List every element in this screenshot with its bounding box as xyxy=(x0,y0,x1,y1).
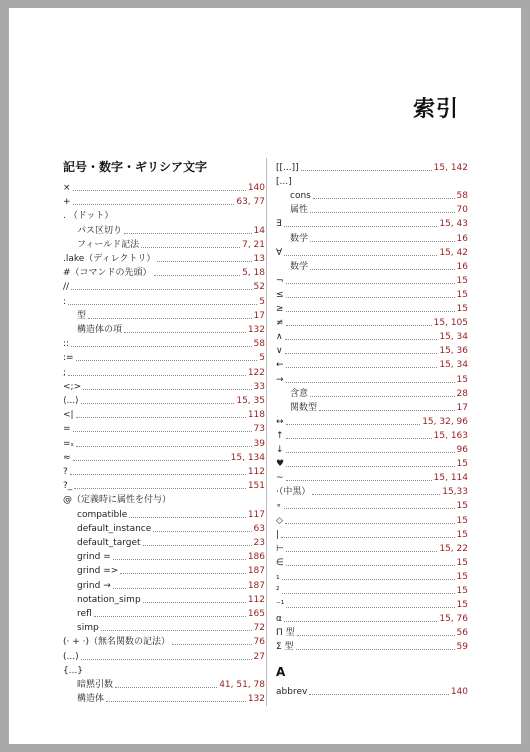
column-divider xyxy=(266,158,267,706)
index-term: ↔ xyxy=(276,416,284,427)
dot-leader xyxy=(286,480,432,481)
index-term: → xyxy=(276,374,284,385)
dot-leader xyxy=(70,474,246,475)
index-entry xyxy=(63,691,265,705)
index-page-numbers[interactable]: 15, 163 xyxy=(433,430,468,441)
index-term: 関数型 xyxy=(290,402,318,413)
index-term: ≠ xyxy=(276,318,284,329)
index-page-numbers[interactable]: 15, 36 xyxy=(439,346,468,357)
dot-leader xyxy=(282,579,455,580)
index-entry xyxy=(276,315,468,329)
index-term: ² xyxy=(276,586,280,596)
index-term: ∨ xyxy=(276,346,283,357)
dot-leader xyxy=(113,559,246,560)
index-term: + xyxy=(63,197,71,208)
dot-leader xyxy=(76,417,246,418)
index-term: <| xyxy=(63,410,74,421)
index-entry xyxy=(276,527,468,541)
section-heading-symbols: 記号・数字・ギリシア文字 xyxy=(63,160,208,174)
index-entry xyxy=(276,428,468,442)
index-entry xyxy=(63,592,265,606)
dot-leader xyxy=(172,644,252,645)
index-term: パス区切り xyxy=(77,225,123,236)
index-page-numbers[interactable]: 15, 142 xyxy=(433,163,468,173)
index-entry xyxy=(276,343,468,357)
index-term: notation_simp xyxy=(77,594,141,605)
dot-leader xyxy=(286,452,455,453)
index-term: ≥ xyxy=(276,304,284,314)
index-entry xyxy=(276,386,468,400)
dot-leader xyxy=(310,396,455,397)
dot-leader xyxy=(296,649,455,650)
index-term: ∀ xyxy=(276,247,283,258)
dot-leader xyxy=(297,635,455,636)
index-entry xyxy=(63,620,265,634)
index-term: @（定義時に属性を付与） xyxy=(63,495,172,506)
index-entry xyxy=(63,507,265,521)
index-term: 暗黙引数 xyxy=(77,680,114,690)
index-entry xyxy=(63,279,265,293)
index-page-numbers[interactable]: 187 xyxy=(247,566,265,577)
dot-leader xyxy=(141,247,240,248)
index-page-numbers[interactable]: 14 xyxy=(253,225,265,236)
dot-leader xyxy=(143,545,252,546)
index-term: ⁻¹ xyxy=(276,600,285,611)
index-page-numbers[interactable]: 15, 114 xyxy=(433,473,468,484)
index-page-numbers[interactable]: 16 xyxy=(456,233,468,244)
index-entry xyxy=(276,160,468,174)
index-page-numbers[interactable]: 15, 105 xyxy=(433,318,468,329)
index-entry xyxy=(276,456,468,470)
dot-leader xyxy=(73,460,229,461)
index-page-numbers[interactable]: 15, 34 xyxy=(439,332,468,343)
index-entry xyxy=(276,202,468,216)
index-term: 数学 xyxy=(290,233,309,244)
index-entry xyxy=(63,578,265,592)
index-entry xyxy=(276,597,468,611)
index-entry xyxy=(276,259,468,273)
dot-leader xyxy=(68,304,257,305)
index-entry xyxy=(63,563,265,577)
index-term: cons xyxy=(290,191,311,202)
index-term: ₁ xyxy=(276,571,280,582)
index-page-numbers[interactable]: 140 xyxy=(247,183,265,193)
index-term: := xyxy=(63,353,74,364)
index-entry xyxy=(276,625,468,639)
dot-leader xyxy=(143,602,246,603)
index-page-numbers[interactable]: 15 xyxy=(456,586,468,596)
index-term: default_target xyxy=(77,538,141,548)
index-page-numbers[interactable]: 117 xyxy=(247,509,265,520)
index-entry xyxy=(63,450,265,464)
index-term: grind = xyxy=(77,552,111,563)
dot-leader xyxy=(83,389,251,390)
index-page-numbers[interactable]: 15 xyxy=(456,275,468,286)
index-term: 属性 xyxy=(290,205,309,216)
index-page-numbers[interactable]: 7, 21 xyxy=(242,239,265,250)
index-page-numbers[interactable]: 112 xyxy=(247,594,265,605)
index-entry xyxy=(63,194,265,208)
index-page-numbers[interactable]: 58 xyxy=(456,191,468,202)
dot-leader xyxy=(319,410,455,411)
index-entry xyxy=(276,470,468,484)
dot-leader xyxy=(94,616,246,617)
dot-leader xyxy=(284,226,438,227)
index-page-numbers[interactable]: 39 xyxy=(253,438,265,449)
index-page-numbers[interactable]: 15, 43 xyxy=(439,219,468,230)
index-term: Σ 型 xyxy=(276,642,294,653)
index-page-numbers[interactable]: 58 xyxy=(253,339,265,350)
index-entry xyxy=(276,569,468,583)
index-entry xyxy=(276,684,468,698)
dot-leader xyxy=(71,289,251,290)
index-page-numbers[interactable]: 15 xyxy=(456,374,468,385)
index-entry xyxy=(63,308,265,322)
index-entry xyxy=(63,237,265,251)
index-term: 含意 xyxy=(290,388,309,399)
dot-leader xyxy=(71,346,251,347)
index-page-numbers[interactable]: 122 xyxy=(247,367,265,378)
index-entry xyxy=(63,223,265,237)
index-entry xyxy=(63,464,265,478)
dot-leader xyxy=(113,588,246,589)
dot-leader xyxy=(286,565,455,566)
index-page-numbers[interactable]: 13 xyxy=(253,254,265,264)
index-page-numbers[interactable]: 112 xyxy=(247,467,265,477)
index-page-numbers[interactable]: 63 xyxy=(253,523,265,534)
index-term: ∈ xyxy=(276,557,284,568)
index-page-numbers[interactable]: 15 xyxy=(456,304,468,314)
dot-leader xyxy=(285,523,455,524)
dot-leader xyxy=(286,438,432,439)
index-page-numbers[interactable]: 5, 18 xyxy=(242,268,265,279)
index-term: ; xyxy=(63,367,67,378)
index-entry xyxy=(276,231,468,245)
index-term: ← xyxy=(276,360,284,371)
index-page-numbers[interactable]: 15,33 xyxy=(442,487,468,498)
index-term: [...] xyxy=(276,177,292,188)
index-page-numbers[interactable]: 16 xyxy=(456,261,468,272)
page-title: 索引 xyxy=(412,97,459,122)
index-page-numbers[interactable]: 28 xyxy=(456,388,468,399)
index-term: ◇ xyxy=(276,515,283,526)
index-page-numbers[interactable]: 63, 77 xyxy=(236,197,265,208)
index-entry xyxy=(276,273,468,287)
index-page-numbers[interactable]: 23 xyxy=(253,538,265,548)
index-term: ≈ xyxy=(63,452,71,463)
index-entry xyxy=(276,611,468,625)
dot-leader xyxy=(284,621,437,622)
index-term: × xyxy=(63,183,71,193)
dot-leader xyxy=(286,551,438,552)
index-page-numbers[interactable]: 15 xyxy=(456,289,468,300)
index-entry xyxy=(276,301,468,315)
index-entry xyxy=(276,400,468,414)
dot-leader xyxy=(115,687,217,688)
index-entry xyxy=(276,498,468,512)
dot-leader xyxy=(301,170,432,171)
index-term: 型 xyxy=(77,310,87,321)
index-entry xyxy=(276,541,468,555)
index-entry xyxy=(63,677,265,691)
dot-leader xyxy=(312,494,440,495)
index-entry xyxy=(276,639,468,653)
index-page-numbers[interactable]: 59 xyxy=(456,642,468,653)
dot-leader xyxy=(309,694,449,695)
index-entry xyxy=(63,663,265,677)
dot-leader xyxy=(313,198,455,199)
dot-leader xyxy=(101,630,252,631)
index-term: ∘ xyxy=(276,501,282,512)
index-entry xyxy=(276,555,468,569)
index-page-numbers[interactable]: 72 xyxy=(253,623,265,634)
index-page-numbers[interactable]: 15 xyxy=(456,529,468,540)
dot-leader xyxy=(120,573,246,574)
index-page-numbers[interactable]: 151 xyxy=(247,481,265,492)
index-term: 数学 xyxy=(290,261,309,272)
dot-leader xyxy=(88,318,252,319)
dot-leader xyxy=(286,311,455,312)
index-entry xyxy=(63,294,265,308)
index-entry xyxy=(276,372,468,386)
dot-leader xyxy=(73,204,235,205)
index-entry xyxy=(276,329,468,343)
index-term: #（コマンドの先頭） xyxy=(63,268,152,279)
index-page-numbers[interactable]: 41, 51, 78 xyxy=(219,680,265,690)
index-page-numbers[interactable]: 27 xyxy=(253,651,265,662)
index-page-numbers[interactable]: 15 xyxy=(456,459,468,470)
dot-leader xyxy=(76,360,258,361)
dot-leader xyxy=(286,325,432,326)
index-page-numbers[interactable]: 73 xyxy=(253,424,265,435)
dot-leader xyxy=(286,466,454,467)
index-term: | xyxy=(276,529,280,540)
index-term: ∧ xyxy=(276,332,283,343)
dot-leader xyxy=(68,375,246,376)
dot-leader xyxy=(286,424,421,425)
index-entry xyxy=(63,350,265,364)
index-term: <;> xyxy=(63,381,82,392)
index-entry xyxy=(63,407,265,421)
index-entry xyxy=(63,492,265,506)
index-page-numbers[interactable]: 17 xyxy=(456,402,468,413)
index-page-numbers[interactable]: 15, 22 xyxy=(439,543,468,554)
index-term: =ₛ xyxy=(63,438,74,449)
dot-leader xyxy=(282,593,455,594)
index-page-numbers[interactable]: 15, 32, 96 xyxy=(422,416,468,427)
index-entry xyxy=(63,549,265,563)
index-term: = xyxy=(63,424,71,435)
index-entry xyxy=(63,208,265,222)
index-page-numbers[interactable]: 165 xyxy=(247,609,265,619)
dot-leader xyxy=(124,332,246,333)
index-term: ↑ xyxy=(276,430,284,441)
index-page-numbers[interactable]: 15, 34 xyxy=(439,360,468,371)
index-page-numbers[interactable]: 5 xyxy=(259,353,265,364)
index-page xyxy=(9,8,521,744)
index-entry xyxy=(63,393,265,407)
dot-leader xyxy=(74,488,246,489)
index-page-numbers[interactable]: 70 xyxy=(456,205,468,216)
index-entry xyxy=(63,649,265,663)
dot-leader xyxy=(286,607,454,608)
index-page-numbers[interactable]: 132 xyxy=(247,325,265,335)
index-term: ∃ xyxy=(276,219,282,230)
index-page-numbers[interactable]: 52 xyxy=(253,282,265,293)
index-page-numbers[interactable]: 132 xyxy=(247,694,265,705)
dot-leader xyxy=(285,353,438,354)
index-page-numbers[interactable]: 33 xyxy=(253,381,265,392)
index-term: フィールド記法 xyxy=(77,239,140,250)
index-page-numbers[interactable]: 96 xyxy=(456,445,468,455)
dot-leader xyxy=(281,537,455,538)
index-entry xyxy=(63,322,265,336)
index-entry xyxy=(63,634,265,648)
index-term: :: xyxy=(63,339,70,350)
dot-leader xyxy=(153,531,251,532)
index-entry xyxy=(276,287,468,301)
index-term: ¬ xyxy=(276,275,284,286)
dot-leader xyxy=(73,431,252,432)
index-term: ⊢ xyxy=(276,543,284,554)
index-term: Π 型 xyxy=(276,628,295,639)
index-entry xyxy=(63,251,265,265)
index-entry xyxy=(63,421,265,435)
dot-leader xyxy=(310,269,455,270)
index-page-numbers[interactable]: 17 xyxy=(253,310,265,321)
index-entry xyxy=(63,436,265,450)
index-page-numbers[interactable]: 15, 76 xyxy=(439,614,468,625)
index-entry xyxy=(63,265,265,279)
index-page-numbers[interactable]: 15, 35 xyxy=(236,396,265,406)
index-page-numbers[interactable]: 15, 134 xyxy=(230,452,265,463)
index-term: simp xyxy=(77,623,99,634)
index-term: default_instance xyxy=(77,523,152,534)
index-term: : xyxy=(63,296,67,307)
dot-leader xyxy=(129,517,246,518)
dot-leader xyxy=(284,255,437,256)
index-page-numbers[interactable]: 15 xyxy=(456,571,468,582)
index-entry xyxy=(63,379,265,393)
index-entry xyxy=(276,513,468,527)
index-page-numbers[interactable]: 140 xyxy=(450,687,468,697)
index-entry xyxy=(276,188,468,202)
index-term: ≤ xyxy=(276,289,284,300)
dot-leader xyxy=(76,446,252,447)
index-entry xyxy=(63,535,265,549)
index-page-numbers[interactable]: 15 xyxy=(456,600,468,611)
section-heading-a: A xyxy=(276,665,286,679)
index-term: ?_ xyxy=(63,481,73,492)
index-term: [[...]] xyxy=(276,163,299,173)
dot-leader xyxy=(124,233,252,234)
dot-leader xyxy=(81,403,235,404)
index-term: (...) xyxy=(63,651,79,662)
dot-leader xyxy=(157,261,251,262)
dot-leader xyxy=(81,659,252,660)
index-term: ~ xyxy=(276,473,284,484)
index-page-numbers[interactable]: 15 xyxy=(456,557,468,568)
index-term: α xyxy=(276,614,282,625)
index-term: compatible xyxy=(77,509,128,520)
index-term: 構造体の項 xyxy=(77,325,123,335)
index-page-numbers[interactable]: 118 xyxy=(247,410,265,421)
index-page-numbers[interactable]: 76 xyxy=(253,637,265,648)
index-entry xyxy=(276,484,468,498)
index-entry xyxy=(63,336,265,350)
index-page-numbers[interactable]: 186 xyxy=(247,552,265,563)
index-term: ? xyxy=(63,467,68,477)
dot-leader xyxy=(73,190,246,191)
index-page-numbers[interactable]: 187 xyxy=(247,580,265,591)
dot-leader xyxy=(286,382,455,383)
dot-leader xyxy=(284,508,455,509)
index-term: ⟨...⟩ xyxy=(63,396,79,406)
index-term: (· + ·)（無名関数の記法） xyxy=(63,637,171,648)
index-term: {...} xyxy=(63,665,84,676)
index-entry xyxy=(276,414,468,428)
dot-leader xyxy=(310,212,455,213)
index-entry xyxy=(276,216,468,230)
index-term: grind => xyxy=(77,566,119,577)
index-page-numbers[interactable]: 15, 42 xyxy=(439,247,468,258)
dot-leader xyxy=(310,241,455,242)
index-entry xyxy=(63,180,265,194)
index-entry xyxy=(63,478,265,492)
index-page-numbers[interactable]: 5 xyxy=(259,296,265,307)
index-term: // xyxy=(63,282,70,293)
index-page-numbers[interactable]: 15 xyxy=(456,515,468,526)
dot-leader xyxy=(106,701,246,702)
dot-leader xyxy=(286,367,438,368)
dot-leader xyxy=(285,339,438,340)
index-term: . （ドット） xyxy=(63,211,114,222)
index-term: ·（中黒） xyxy=(276,487,311,498)
index-term: abbrev xyxy=(276,687,308,697)
index-entry xyxy=(276,174,468,188)
index-entry xyxy=(276,245,468,259)
index-term: grind → xyxy=(77,580,111,591)
dot-leader xyxy=(286,297,455,298)
index-entry xyxy=(276,583,468,597)
dot-leader xyxy=(154,275,241,276)
index-entry xyxy=(276,442,468,456)
index-term: ♥ xyxy=(276,459,285,470)
index-entry xyxy=(63,365,265,379)
index-entry xyxy=(63,521,265,535)
index-entry xyxy=(63,606,265,620)
index-entry xyxy=(276,357,468,371)
index-term: .lake（ディレクトリ） xyxy=(63,254,156,264)
index-term: ↓ xyxy=(276,445,284,455)
index-term: 構造体 xyxy=(77,694,105,705)
index-term: refl xyxy=(77,609,92,619)
index-page-numbers[interactable]: 15 xyxy=(456,501,468,512)
index-page-numbers[interactable]: 56 xyxy=(456,628,468,639)
dot-leader xyxy=(286,283,455,284)
